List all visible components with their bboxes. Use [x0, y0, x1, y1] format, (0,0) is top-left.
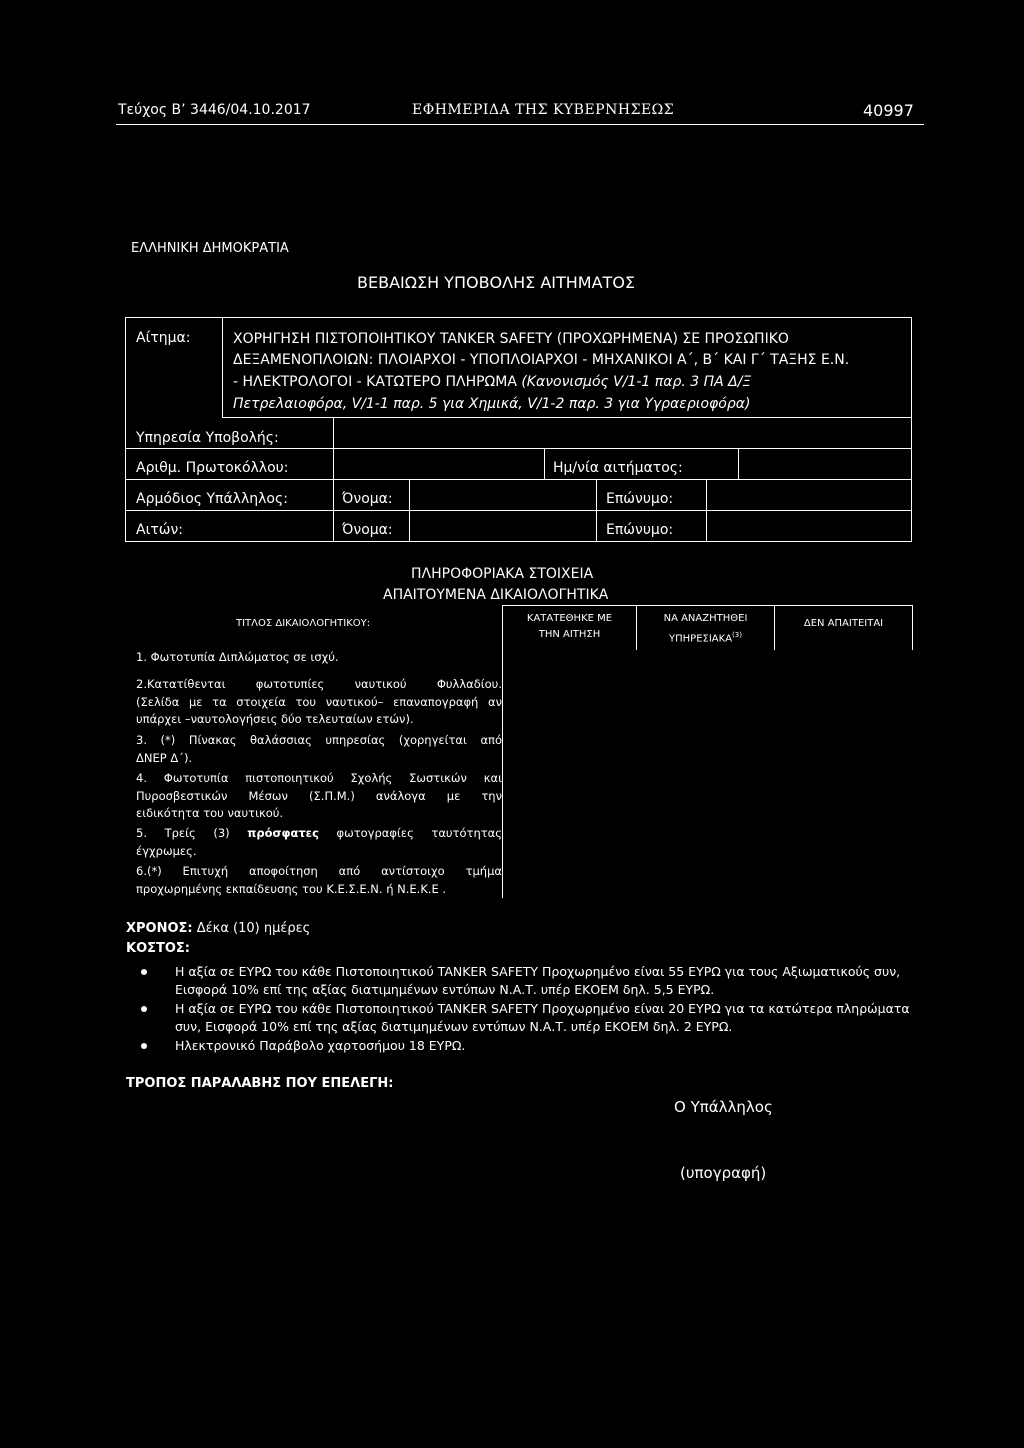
cost-bullet-2-text: [175, 1000, 915, 1035]
cost-bullet-1-line-2: Εισφορά 10% επί της αξίας διατιμημένων εντύπων Ν.Α.Τ. υπέρ ΕΚΟΕΜ δηλ. 5,5 ΕΥΡΩ.: [175, 981, 715, 997]
docs-col-divider-4: [912, 605, 913, 650]
date-label-right: [738, 448, 739, 479]
doc-item-3-line-1: 3. (*) Πίνακας θαλάσσιας υπηρεσίας (χορηγείται από: [136, 733, 502, 747]
doc-item-5-line-2: έγχρωμες.: [136, 843, 197, 858]
page-number: 40997: [863, 101, 914, 120]
time-value: Δέκα (10) ημέρες: [192, 921, 311, 936]
docs-col-submitted-line-2: ΤΗΝ ΑΙΤΗΣΗ: [538, 629, 601, 640]
form-top-border: [125, 317, 911, 318]
doc-item-6-line-1: 6.(*) Επιτυχή αποφοίτηση από αντίστοιχο τμήμα: [136, 864, 502, 878]
doc-item-6-line-2: προχωρημένης εκπαίδευσης του Κ.Ε.Σ.Ε.Ν. ή Ν.Ε.Κ.Ε .: [136, 881, 447, 896]
docs-col-search-text: ΥΠΗΡΕΣΙΑΚΑ: [669, 633, 733, 645]
cost-label: ΚΟΣΤΟΣ:: [126, 941, 191, 956]
docs-table-top: [502, 605, 912, 606]
officer-signature-label: Ο Υπάλληλος: [674, 1098, 773, 1116]
request-line-3-normal: - ΗΛΕΚΤΡΟΛΟΓΟΙ - ΚΑΤΩΤΕΡΟ ΠΛΗΡΩΜΑ: [233, 374, 522, 390]
cost-bullet-1-text: [175, 963, 915, 998]
signature-note: (υπογραφή): [680, 1164, 767, 1182]
doc-item-3: [136, 732, 502, 767]
cost-bullet-3-text: Ηλεκτρονικό Παράβολο χαρτοσήμου 18 ΕΥΡΩ.: [175, 1038, 466, 1053]
doc-item-4-line-1: 4. Φωτοτυπία πιστοποιητικού Σχολής Σωστικών και: [136, 771, 502, 785]
doc-item-5-emphasis: πρόσφατες: [247, 826, 319, 840]
service-bottom: [125, 448, 911, 449]
required-docs-heading: ΑΠΑΙΤΟΥΜΕΝΑ ΔΙΚΑΙΟΛΟΓΗΤΙΚΑ: [383, 587, 609, 603]
time-row: [126, 921, 310, 936]
bullet-icon: [141, 969, 147, 975]
gazette-title: ΕΦΗΜΕΡΙΔΑ ΤΗΣ ΚΥΒΕΡΝΗΣΕΩΣ: [412, 102, 675, 118]
request-label: Αίτημα:: [136, 330, 191, 346]
service-label: Υπηρεσία Υποβολής:: [136, 430, 279, 446]
officer-first-name-label: Όνομα:: [342, 491, 393, 507]
docs-col-search-line-1: ΝΑ ΑΝΑΖΗΤΗΘΕΙ: [663, 613, 748, 624]
request-line-1: ΧΟΡΗΓΗΣΗ ΠΙΣΤΟΠΟΙΗΤΙΚΟΥ TANKER SAFETY (ΠΡΟΧΩΡΗΜΕΝΑ) ΣΕ ΠΡΟΣΩΠΙΚΟ: [233, 331, 789, 347]
doc-item-1: 1. Φωτοτυπία Διπλώματος σε ισχύ.: [136, 650, 339, 664]
doc-item-2-line-1: 2.Κατατίθενται φωτοτυπίες ναυτικού Φυλλαδίου.: [136, 677, 502, 691]
doc-item-5: [136, 825, 502, 860]
issue-label: Τεύχος Β’ 3446/04.10.2017: [118, 102, 311, 118]
docs-col-not-required: ΔΕΝ ΑΠΑΙΤΕΙΤΑΙ: [803, 618, 884, 629]
page-title: ΒΕΒΑΙΩΣΗ ΥΠΟΒΟΛΗΣ ΑΙΤΗΜΑΤΟΣ: [357, 273, 636, 292]
bullet-icon: [141, 1006, 147, 1012]
applicant-last-name-label: Επώνυμο:: [606, 522, 674, 538]
docs-col-title: ΤΙΤΛΟΣ ΔΙΚΑΙΟΛΟΓΗΤΙΚΟΥ:: [236, 618, 371, 629]
doc-item-5-pre: 5. Τρείς (3): [136, 826, 248, 840]
protocol-label: Αριθμ. Πρωτοκόλλου:: [136, 460, 289, 476]
docs-col-submitted: [503, 611, 636, 643]
request-divider: [222, 317, 223, 418]
republic-label: ΕΛΛΗΝΙΚΗ ΔΗΜΟΚΡΑΤΙΑ: [131, 241, 289, 256]
applicant-first-name-label: Όνομα:: [342, 522, 393, 538]
date-label: Ημ/νία αιτήματος:: [553, 460, 683, 476]
officer-label: Αρμόδιος Υπάλληλος:: [136, 491, 288, 507]
docs-col-search-footnote: (3): [732, 631, 742, 639]
request-line-3-italic: (Κανονισμός V/1-1 παρ. 3 ΠΑ Δ/Ξ: [521, 374, 752, 390]
request-bottom: [222, 417, 911, 418]
info-heading: ΠΛΗΡΟΦΟΡΙΑΚΑ ΣΤΟΙΧΕΙΑ: [411, 566, 594, 582]
cost-bullet-1-line-1: Η αξία σε ΕΥΡΩ του κάθε Πιστοποιητικού TANKER SAFETY Προχωρημένο είναι 55 ΕΥΡΩ για τους Αξιωματικούς συν,: [175, 964, 901, 979]
applicant-label: Αιτών:: [136, 522, 184, 538]
cost-bullet-2-line-2: συν, Εισφορά 10% επί της αξίας διατιμημένων εντύπων Ν.Α.Τ. υπέρ ΕΚΟΕΜ δηλ. 2 ΕΥΡΩ.: [175, 1018, 733, 1034]
docs-col-submitted-line-1: ΚΑΤΑΤΕΘΗΚΕ ΜΕ: [526, 613, 613, 624]
form-left-border: [125, 317, 126, 542]
date-label-left: [544, 448, 545, 479]
protocol-bottom: [125, 479, 911, 480]
cost-bullet-2-line-1: Η αξία σε ΕΥΡΩ του κάθε Πιστοποιητικού TANKER SAFETY Προχωρημένο είναι 20 ΕΥΡΩ για τα κατώτερα πληρώματα: [175, 1001, 910, 1016]
doc-item-2: [136, 676, 502, 729]
doc-item-3-line-2: ΔΝΕΡ Δ΄).: [136, 750, 193, 765]
officer-last-name-label: Επώνυμο:: [606, 491, 674, 507]
officer-bottom: [125, 510, 911, 511]
doc-item-5-line-1: [136, 825, 502, 843]
form-right-border: [911, 317, 912, 542]
request-line-3: [233, 374, 751, 390]
request-line-4: Πετρελαιοφόρα, V/1-1 παρ. 5 για Χημικά, V/1-2 παρ. 3 για Υγραεριοφόρα): [233, 396, 751, 412]
doc-item-4-line-2: Πυροσβεστικών Μέσων (Σ.Π.Μ.) ανάλογα με την: [136, 788, 502, 803]
docs-col-search: [637, 611, 774, 647]
doc-item-4-line-3: ειδικότητα του ναυτικού.: [136, 806, 284, 820]
time-label: ΧΡΟΝΟΣ:: [126, 921, 193, 936]
form-bottom-border: [125, 541, 911, 542]
header-rule: [116, 124, 924, 125]
doc-item-2-line-2: (Σελίδα με τα στοιχεία του ναυτικού– επαναπογραφή αν: [136, 694, 502, 709]
bullet-icon: [141, 1043, 147, 1049]
delivery-label: ΤΡΟΠΟΣ ΠΑΡΑΛΑΒΗΣ ΠΟΥ ΕΠΕΛΕΓΗ:: [126, 1076, 394, 1091]
doc-item-4: [136, 770, 502, 823]
doc-item-6: [136, 863, 502, 898]
request-line-2: ΔΕΞΑΜΕΝΟΠΛΟΙΩΝ: ΠΛΟΙΑΡΧΟΙ - ΥΠΟΠΛΟΙΑΡΧΟΙ - ΜΗΧΑΝΙΚΟΙ Α΄, Β΄ ΚΑΙ Γ΄ ΤΑΞΗΣ Ε.Ν.: [233, 352, 850, 368]
docs-col-search-line-2: [637, 627, 774, 647]
docs-table-right: [502, 650, 503, 898]
doc-item-2-line-3: υπάρχει –ναυτολογήσεις δύο τελευταίων ετών).: [136, 712, 414, 726]
doc-item-5-post: φωτογραφίες ταυτότητας: [318, 826, 502, 840]
